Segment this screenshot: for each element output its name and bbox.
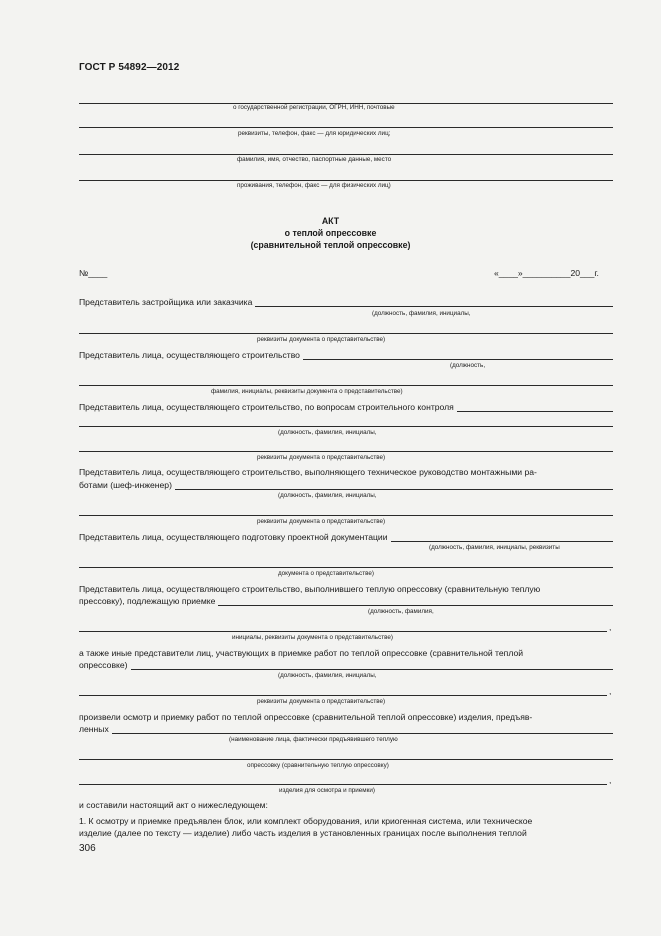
others-fill-line xyxy=(131,661,613,670)
field-caption: инициалы, реквизиты документа о представительстве) xyxy=(232,634,393,641)
builder-control-label: Представитель лица, осуществляющего строительство, по вопросам строительного контроля xyxy=(79,402,454,412)
builder-control-fill-line xyxy=(457,403,613,412)
field-caption: реквизиты документа о представительстве) xyxy=(257,698,386,705)
paragraph-1-line2: изделие (далее по тексту — изделие) либо часть изделия в установленных границах после выполнения теплой xyxy=(79,828,527,838)
field-caption: (наименование лица, фактически предъявившего теплую xyxy=(229,736,398,743)
paragraph-1-line1: 1. К осмотру и приемке предъявлен блок, или комплект оборудования, или криогенная система, или техническое xyxy=(79,816,533,826)
field-caption: реквизиты документа о представительстве) xyxy=(257,336,386,343)
field-caption: (должность, xyxy=(450,362,486,369)
fill-line xyxy=(79,631,607,632)
builder-row xyxy=(79,350,613,360)
performer-row xyxy=(79,596,613,606)
act-number: №____ xyxy=(79,268,108,278)
field-caption: о государственной регистрации, ОГРН, ИНН, почтовые xyxy=(233,104,395,111)
inspection-fill-line xyxy=(112,725,613,734)
act-subtitle: о теплой опрессовке xyxy=(284,228,377,238)
supervisor-label-line2: ботами (шеф-инженер) xyxy=(79,480,172,490)
field-caption: (должность, фамилия, инициалы, xyxy=(372,310,471,317)
developer-row xyxy=(79,297,613,307)
fill-line xyxy=(79,695,607,696)
page-number: 306 xyxy=(79,843,96,854)
field-caption: (должность, фамилия, инициалы, xyxy=(278,492,377,499)
field-caption: документа о представительстве) xyxy=(278,570,374,577)
field-caption: фамилия, имя, отчество, паспортные данные, место xyxy=(237,156,392,163)
field-caption: изделия для осмотра и приемки) xyxy=(279,787,375,794)
builder-label: Представитель лица, осуществляющего строительство xyxy=(79,350,300,360)
intro-text: и составили настоящий акт о нижеследующем: xyxy=(79,800,268,810)
inspection-row xyxy=(79,724,613,734)
fill-line xyxy=(79,515,613,516)
fill-line xyxy=(79,180,613,181)
trailing-comma: , xyxy=(609,686,612,696)
field-caption: опрессовку (сравнительную теплую опрессовку) xyxy=(247,762,389,769)
supervisor-row xyxy=(79,480,613,490)
fill-line xyxy=(79,567,613,568)
performer-label-line2: прессовку), подлежащую приемке xyxy=(79,596,216,606)
others-label-line2: опрессовке) xyxy=(79,660,128,670)
field-caption: (должность, фамилия, инициалы, реквизиты xyxy=(429,544,560,551)
trailing-comma: , xyxy=(609,775,612,785)
designer-fill-line xyxy=(391,533,614,542)
fill-line xyxy=(79,759,613,760)
field-caption: реквизиты документа о представительстве) xyxy=(257,518,386,525)
fill-line xyxy=(79,127,613,128)
performer-fill-line xyxy=(218,597,613,606)
act-title: АКТ xyxy=(321,216,340,226)
field-caption: реквизиты, телефон, факс — для юридических лиц; xyxy=(238,130,391,137)
trailing-comma: , xyxy=(609,622,612,632)
act-date: «____»__________20___г. xyxy=(494,268,599,278)
supervisor-fill-line xyxy=(175,481,613,490)
developer-fill-line xyxy=(255,298,613,307)
standard-header: ГОСТ Р 54892—2012 xyxy=(79,62,180,73)
others-label-line1: а также иные представители лиц, участвующих в приемке работ по теплой опрессовке (сравнительной теплой xyxy=(79,648,524,658)
developer-label: Представитель застройщика или заказчика xyxy=(79,297,253,307)
field-caption: (должность, фамилия, xyxy=(368,608,434,615)
fill-line xyxy=(79,784,607,785)
designer-label: Представитель лица, осуществляющего подготовку проектной документации xyxy=(79,532,388,542)
others-row xyxy=(79,660,613,670)
fill-line xyxy=(79,451,613,452)
fill-line xyxy=(79,333,613,334)
inspection-line1: произвели осмотр и приемку работ по теплой опрессовке (сравнительной теплой опрессовке) изделия, предъяв- xyxy=(79,712,533,722)
builder-control-row xyxy=(79,402,613,412)
inspection-line2: ленных xyxy=(79,724,109,734)
supervisor-label-line1: Представитель лица, осуществляющего строительство, выполняющего техническое руководство монтажными ра- xyxy=(79,467,537,477)
act-subtitle-alt: (сравнительной теплой опрессовке) xyxy=(250,240,411,250)
performer-label-line1: Представитель лица, осуществляющего строительство, выполнившего теплую опрессовку (сравнительную теплую xyxy=(79,584,541,594)
builder-fill-line xyxy=(303,351,613,360)
fill-line xyxy=(79,154,613,155)
fill-line xyxy=(79,426,613,427)
field-caption: (должность, фамилия, инициалы, xyxy=(278,429,377,436)
field-caption: проживания, телефон, факс — для физических лиц) xyxy=(237,182,391,189)
fill-line xyxy=(79,385,613,386)
field-caption: реквизиты документа о представительстве) xyxy=(257,454,386,461)
field-caption: (должность, фамилия, инициалы, xyxy=(278,672,377,679)
field-caption: фамилия, инициалы, реквизиты документа о представительстве) xyxy=(211,388,403,395)
designer-row xyxy=(79,532,613,542)
